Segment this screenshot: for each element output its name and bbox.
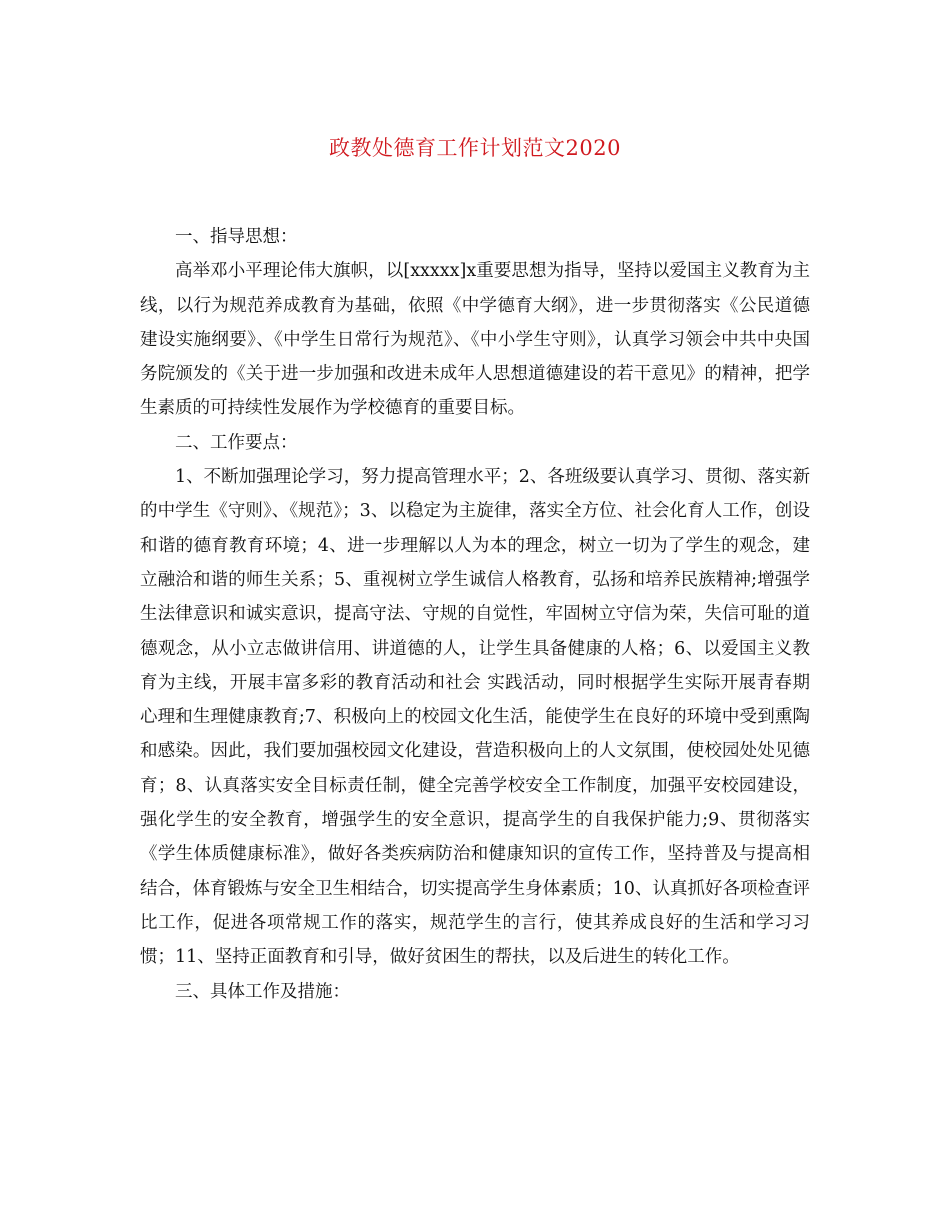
section-heading-work-points: 二、工作要点： — [175, 432, 298, 453]
section-heading-guiding-thought: 一、指导思想： — [175, 227, 298, 247]
paragraph-work-points: 1、不断加强理论学习，努力提高管理水平；2、各班级要认真学习、贯彻、落实新的中学生《守则》、《规范》；3、以稳定为主旋律，落实全方位、社会化育人工作，创设和谐的德育教育环境；4、进一步理解以人为本的理念，树立一切为了学生的观念，建立融洽和谐的师生关系；5、重视树立学生诚信人格教育，弘扬和培养民族精神;增强学生法律意识和诚实意识，提高守法、守规的自觉性，牢固树立守信为荣，失信可耻的道德观念，从小立志做讲信用、讲道德的人，让学生具备健康的人格；6、以爱国主义教育为主线，开展丰富多彩的教育活动和社会 实践活动，同时根据学生实际开展青春期心理和生理健康教育;7、积极向上的校园文化生活，能使学生在良好的环境中受到熏陶和感染。因此，我们要加强校园文化建设，营造积极向上的人文氛围，使校园处处见德育；8、认真落实安全目标责任制，健全完善学校安全工作制度，加强平安校园建设，强化学生的安全教育，增强学生的安全意识，提高学生的自我保护能力;9、贯彻落实《学生体质健康标准》，做好各类疾病防治和健康知识的宣传工作，坚持普及与提高相结合，体育锻炼与安全卫生相结合，切实提高学生身体素质；10、认真抓好各项检查评比工作，促进各项常规工作的落实，规范学生的言行，使其养成良好的生活和学习习惯；11、坚持正面教育和引导，做好贫困生的帮扶，以及后进生的转化工作。 — [140, 467, 810, 968]
document-body — [140, 220, 810, 1009]
paragraph-guiding-thought: 高举邓小平理论伟大旗帜，以[xxxxx]x重要思想为指导，坚持以爱国主义教育为主线，以行为规范养成教育为基础，依照《中学德育大纲》，进一步贯彻落实《公民道德建设实施纲要》、《中学生日常行为规范》、《中小学生守则》，认真学习领会中共中央国务院颁发的《关于进一步加强和改进未成年人思想道德建设的若干意见》的精神，把学生素质的可持续性发展作为学校德育的重要目标。 — [140, 261, 810, 419]
section-heading-measures: 三、具体工作及措施： — [175, 981, 350, 1002]
document-title: 政教处德育工作计划范文2020 — [329, 136, 621, 160]
